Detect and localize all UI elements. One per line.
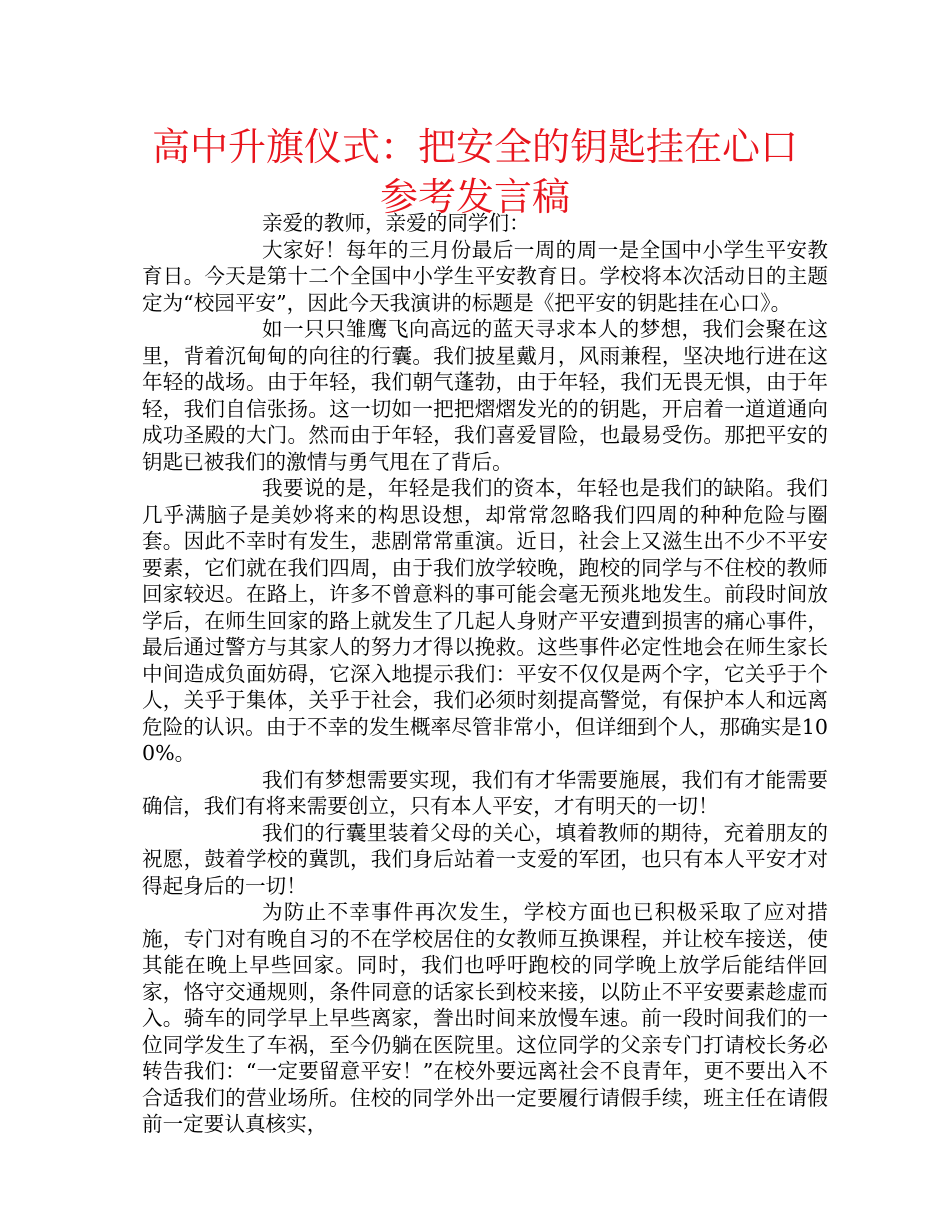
salutation: 亲爱的教师，亲爱的同学们： xyxy=(262,211,530,235)
paragraph-3: 我要说的是，年轻是我们的资本，年轻也是我们的缺陷。我们几乎满脑子是美妙将来的构思设想，却常常忽略我们四周的种种危险与圈套。因此不幸时有发生，悲剧常常重演。近日，社会上又滋生出不少不平安要素，它们就在我们四周，由于我们放学较晚，跑校的同学与不住校的教师回家较迟。在路上，许多不曾意料的事可能会毫无预兆地发生。前段时间放学后，在师生回家的路上就发生了几起人身财产平安遭到损害的痛心事件，最后通过警方与其家人的努力才得以挽救。这些事件必定性地会在师生家长中间造成负面妨碍，它深入地提示我们：平安不仅仅是两个字，它关乎于个人，关乎于集体，关乎于社会，我们必须时刻提高警觉，有保护本人和远离危险的认识。由于不幸的发生概率尽管非常小，但详细到个人，那确实是100%。 xyxy=(142,476,828,765)
paragraph-2: 如一只只雏鹰飞向高远的蓝天寻求本人的梦想，我们会聚在这里，背着沉甸甸的向往的行囊。我们披星戴月，风雨兼程，坚决地行进在这年轻的战场。由于年轻，我们朝气蓬勃，由于年轻，我们无畏无惧，由于年轻，我们自信张扬。这一切如一把把熠熠发光的的钥匙，开启着一道道通向成功圣殿的大门。然而由于年轻，我们喜爱冒险，也最易受伤。那把平安的钥匙已被我们的激情与勇气甩在了背后。 xyxy=(142,317,828,474)
paragraph-6: 为防止不幸事件再次发生，学校方面也已积极采取了应对措施，专门对有晚自习的不在学校居住的女教师互换课程，并让校车接送，使其能在晚上早些回家。同时，我们也呼吁跑校的同学晚上放学后能结伴回家，恪守交通规则，条件同意的话家长到校来接，以防止不平安要素趁虚而入。骑车的同学早上早些离家，誊出时间来放慢车速。前一段时间我们的一位同学发生了车祸，至今仍躺在医院里。这位同学的父亲专门打请校长务必转告我们：“一定要留意平安！”在校外要远离社会不良青年，更不要出入不合适我们的营业场所。住校的同学外出一定要履行请假手续，班主任在请假前一定要认真核实， xyxy=(142,900,828,1136)
document-body xyxy=(142,210,828,1138)
paragraph-1: 大家好！每年的三月份最后一周的周一是全国中小学生平安教育日。今天是第十二个全国中小学生平安教育日。学校将本次活动日的主题定为“校园平安”，因此今天我演讲的标题是《把平安的钥匙挂在心口》。 xyxy=(142,237,828,315)
paragraph-4: 我们有梦想需要实现，我们有才华需要施展，我们有才能需要确信，我们有将来需要创立，只有本人平安，才有明天的一切！ xyxy=(142,767,828,818)
paragraph-5: 我们的行囊里装着父母的关心，填着教师的期待，充着朋友的祝愿，鼓着学校的冀凯，我们身后站着一支爱的军团，也只有本人平安才对得起身后的一切！ xyxy=(142,820,828,898)
page-title: 高中升旗仪式：把安全的钥匙挂在心口参考发言稿 xyxy=(151,125,798,219)
